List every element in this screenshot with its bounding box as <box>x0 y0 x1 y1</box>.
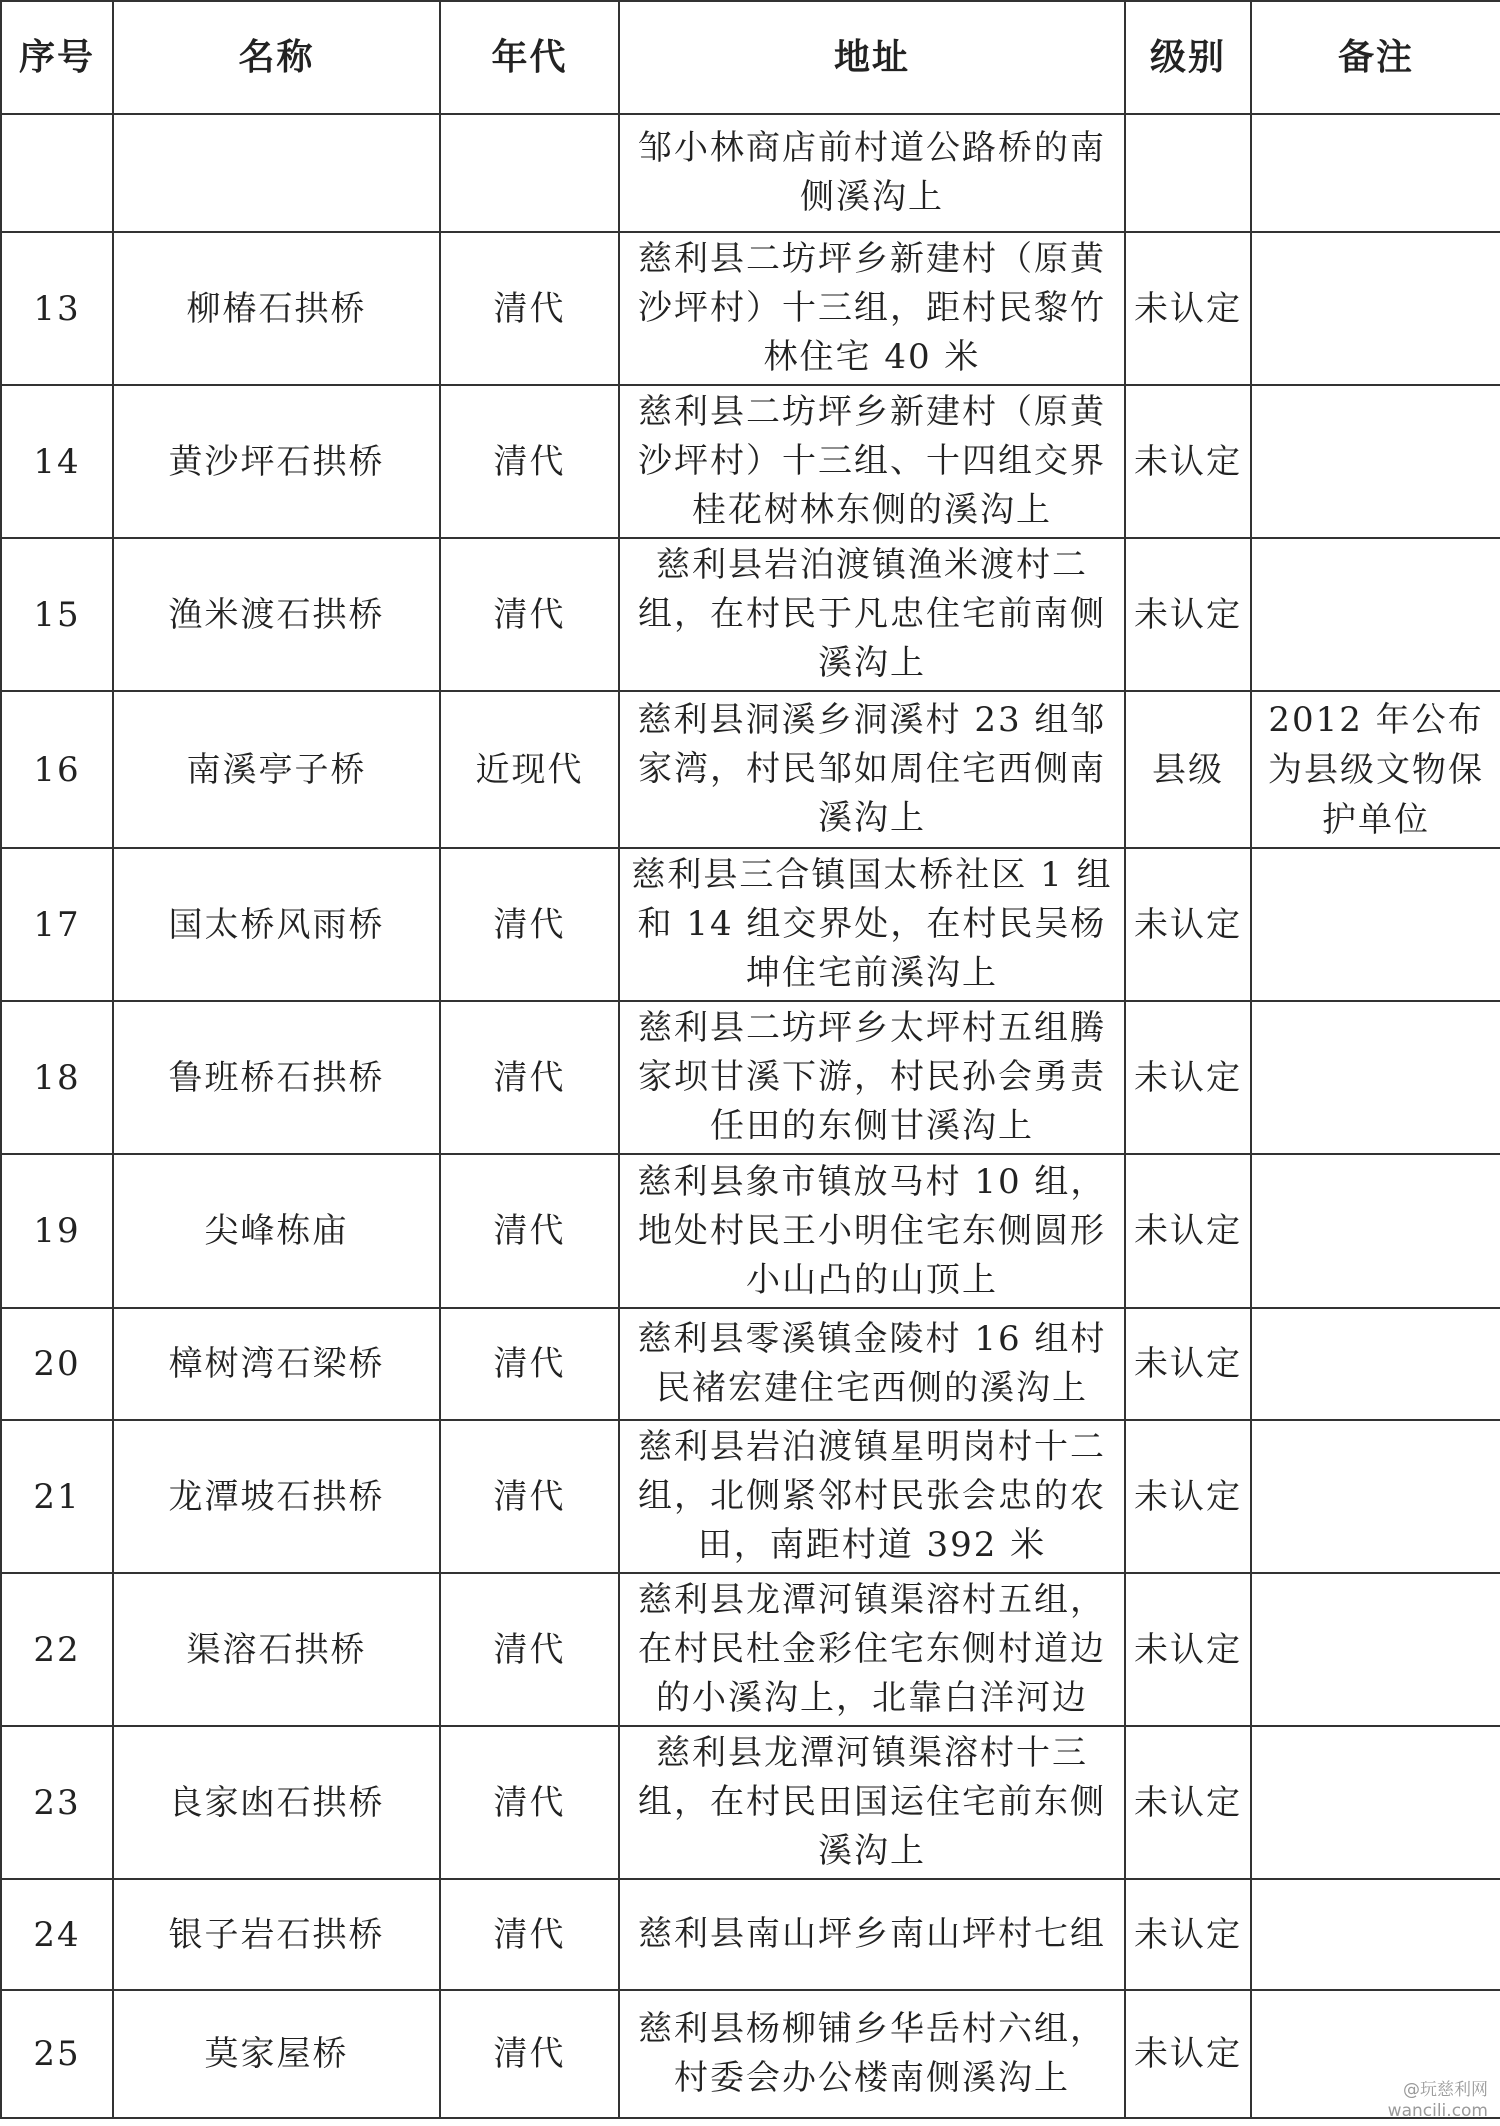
watermark-line1: @玩慈利网 <box>1403 2080 1488 2100</box>
cell-address: 慈利县杨柳铺乡华岳村六组，村委会办公楼南侧溪沟上 <box>619 1990 1125 2118</box>
cell-level: 未认定 <box>1125 1308 1251 1420</box>
table-row <box>1 1573 1500 1726</box>
table-row <box>1 1154 1500 1308</box>
cell-era: 清代 <box>440 1879 619 1990</box>
cell-no: 24 <box>1 1879 113 1990</box>
cell-level: 未认定 <box>1125 1573 1251 1726</box>
cell-level: 未认定 <box>1125 538 1251 691</box>
cell-no: 14 <box>1 385 113 538</box>
cell-era: 清代 <box>440 1308 619 1420</box>
cell-era: 清代 <box>440 1001 619 1154</box>
cell-no: 17 <box>1 848 113 1001</box>
table-row <box>1 1990 1500 2118</box>
cell-level: 未认定 <box>1125 848 1251 1001</box>
header-era: 年代 <box>440 1 619 114</box>
cell-level: 未认定 <box>1125 1990 1251 2118</box>
cell-era: 清代 <box>440 1990 619 2118</box>
table-row <box>1 848 1500 1001</box>
cell-era: 清代 <box>440 538 619 691</box>
watermark <box>1388 2080 1488 2122</box>
header-remark: 备注 <box>1251 1 1500 114</box>
cell-level: 未认定 <box>1125 1001 1251 1154</box>
cell-no: 22 <box>1 1573 113 1726</box>
cell-address: 邹小林商店前村道公路桥的南侧溪沟上 <box>619 114 1125 232</box>
cell-remark <box>1251 1573 1500 1726</box>
cell-address: 慈利县岩泊渡镇渔米渡村二组，在村民于凡忠住宅前南侧溪沟上 <box>619 538 1125 691</box>
cell-remark <box>1251 1420 1500 1573</box>
cell-remark <box>1251 385 1500 538</box>
cell-name: 柳椿石拱桥 <box>113 232 440 385</box>
cell-remark <box>1251 538 1500 691</box>
cell-remark <box>1251 1879 1500 1990</box>
cell-name: 南溪亭子桥 <box>113 691 440 848</box>
cell-name: 尖峰栋庙 <box>113 1154 440 1308</box>
cell-address: 慈利县二坊坪乡新建村（原黄沙坪村）十三组、十四组交界桂花树林东侧的溪沟上 <box>619 385 1125 538</box>
table-row <box>1 232 1500 385</box>
cell-era: 清代 <box>440 232 619 385</box>
table-row <box>1 114 1500 232</box>
cell-address: 慈利县二坊坪乡新建村（原黄沙坪村）十三组，距村民黎竹林住宅 40 米 <box>619 232 1125 385</box>
cell-era: 清代 <box>440 385 619 538</box>
cell-no: 18 <box>1 1001 113 1154</box>
watermark-line2: wancili.com <box>1387 2101 1488 2121</box>
cell-remark <box>1251 1308 1500 1420</box>
header-address: 地址 <box>619 1 1125 114</box>
cell-level: 县级 <box>1125 691 1251 848</box>
cell-remark <box>1251 848 1500 1001</box>
cell-name: 莫家屋桥 <box>113 1990 440 2118</box>
cell-era: 清代 <box>440 1154 619 1308</box>
cell-no: 25 <box>1 1990 113 2118</box>
cell-address: 慈利县岩泊渡镇星明岗村十二组，北侧紧邻村民张会忠的农田，南距村道 392 米 <box>619 1420 1125 1573</box>
cell-address: 慈利县龙潭河镇渠溶村十三组，在村民田国运住宅前东侧溪沟上 <box>619 1726 1125 1879</box>
header-level: 级别 <box>1125 1 1251 114</box>
cell-era: 近现代 <box>440 691 619 848</box>
table-row <box>1 1879 1500 1990</box>
table-row <box>1 538 1500 691</box>
table-row <box>1 1726 1500 1879</box>
header-no: 序号 <box>1 1 113 114</box>
table-row <box>1 385 1500 538</box>
cell-level: 未认定 <box>1125 232 1251 385</box>
cell-address: 慈利县零溪镇金陵村 16 组村民褚宏建住宅西侧的溪沟上 <box>619 1308 1125 1420</box>
cell-remark: 2012 年公布为县级文物保护单位 <box>1251 691 1500 848</box>
cell-name: 良家凼石拱桥 <box>113 1726 440 1879</box>
cell-name: 龙潭坡石拱桥 <box>113 1420 440 1573</box>
cell-no: 21 <box>1 1420 113 1573</box>
cell-remark <box>1251 232 1500 385</box>
cell-name: 国太桥风雨桥 <box>113 848 440 1001</box>
cell-name <box>113 114 440 232</box>
cell-remark <box>1251 1154 1500 1308</box>
cell-era <box>440 114 619 232</box>
cell-name: 黄沙坪石拱桥 <box>113 385 440 538</box>
table-row <box>1 1001 1500 1154</box>
cell-name: 鲁班桥石拱桥 <box>113 1001 440 1154</box>
cell-address: 慈利县象市镇放马村 10 组，地处村民王小明住宅东侧圆形小山凸的山顶上 <box>619 1154 1125 1308</box>
cell-name: 渔米渡石拱桥 <box>113 538 440 691</box>
cell-no: 19 <box>1 1154 113 1308</box>
cell-era: 清代 <box>440 848 619 1001</box>
cell-no <box>1 114 113 232</box>
cell-level <box>1125 114 1251 232</box>
table-row <box>1 691 1500 848</box>
header-name: 名称 <box>113 1 440 114</box>
cell-address: 慈利县洞溪乡洞溪村 23 组邹家湾，村民邹如周住宅西侧南溪沟上 <box>619 691 1125 848</box>
cell-no: 20 <box>1 1308 113 1420</box>
cell-address: 慈利县三合镇国太桥社区 1 组和 14 组交界处，在村民吴杨坤住宅前溪沟上 <box>619 848 1125 1001</box>
cell-remark <box>1251 1001 1500 1154</box>
cell-name: 银子岩石拱桥 <box>113 1879 440 1990</box>
cell-level: 未认定 <box>1125 1726 1251 1879</box>
cell-level: 未认定 <box>1125 1154 1251 1308</box>
cell-no: 16 <box>1 691 113 848</box>
cell-name: 樟树湾石梁桥 <box>113 1308 440 1420</box>
cell-address: 慈利县南山坪乡南山坪村七组 <box>619 1879 1125 1990</box>
table-row <box>1 1420 1500 1573</box>
cell-no: 23 <box>1 1726 113 1879</box>
cell-era: 清代 <box>440 1726 619 1879</box>
cell-era: 清代 <box>440 1573 619 1726</box>
cell-address: 慈利县二坊坪乡太坪村五组腾家坝甘溪下游，村民孙会勇责任田的东侧甘溪沟上 <box>619 1001 1125 1154</box>
cell-level: 未认定 <box>1125 1879 1251 1990</box>
cell-remark <box>1251 1726 1500 1879</box>
header-row <box>1 1 1500 114</box>
table-row <box>1 1308 1500 1420</box>
cell-level: 未认定 <box>1125 385 1251 538</box>
cell-address: 慈利县龙潭河镇渠溶村五组，在村民杜金彩住宅东侧村道边的小溪沟上，北靠白洋河边 <box>619 1573 1125 1726</box>
cell-level: 未认定 <box>1125 1420 1251 1573</box>
cell-no: 13 <box>1 232 113 385</box>
cell-no: 15 <box>1 538 113 691</box>
cell-remark <box>1251 114 1500 232</box>
cell-name: 渠溶石拱桥 <box>113 1573 440 1726</box>
cell-era: 清代 <box>440 1420 619 1573</box>
